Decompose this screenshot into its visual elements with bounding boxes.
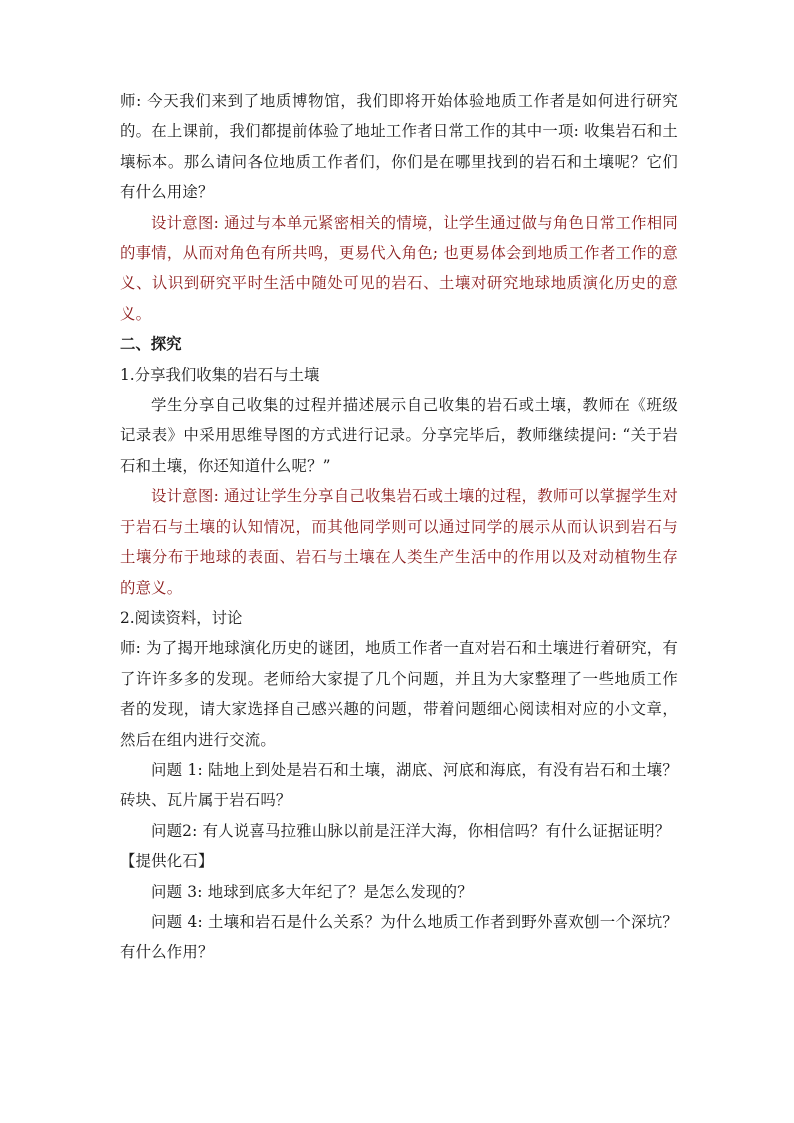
teacher-intro-paragraph: 师: 今天我们来到了地质博物馆，我们即将开始体验地质工作者是如何进行研究的。在上课前，我们都提前体验了地址工作者日常工作的其中一项: 收集岩石和土壤标本。那么请问各位地质工作者们，你们是在哪里找到的岩石和土壤呢？它们有什么用途？ [120,92,678,202]
section-heading-explore: 二、探究 [120,335,182,354]
subheading-share: 1.分享我们收集的岩石与土壤 [120,365,320,384]
question-1: 问题 1: 陆地上到处是岩石和土壤，湖底、河底和海底，有没有岩石和土壤？砖块、瓦片属于岩石吗？ [120,760,678,810]
design-intent-paragraph-2: 设计意图: 通过让学生分享自己收集岩石或土壤的过程，教师可以掌握学生对于岩石与土壤的认知情况，而其他同学则可以通过同学的展示从而认识到岩石与土壤分布于地球的表面、岩石与土壤在人类生产生活中的作用以及对动植物生存的意义。 [120,487,678,597]
share-paragraph: 学生分享自己收集的过程并描述展示自己收集的岩石或土壤，教师在《班级记录表》中采用思维导图的方式进行记录。分享完毕后，教师继续提问: “关于岩石和土壤，你还知道什么呢？” [120,396,678,475]
design-intent-paragraph-1: 设计意图: 通过与本单元紧密相关的情境，让学生通过做与角色日常工作相同的事情，从而对角色有所共鸣，更易代入角色; 也更易体会到地质工作者工作的意义、认识到研究平时生活中随处可见的岩石、土壤对研究地球地质演化历史的意义。 [120,213,678,323]
question-4: 问题 4: 土壤和岩石是什么关系？为什么地质工作者到野外喜欢刨一个深坑？有什么作用？ [120,912,678,962]
subheading-read-discuss: 2.阅读资料，讨论 [120,608,243,627]
document-page [120,86,678,968]
teacher-reading-paragraph: 师: 为了揭开地球演化历史的谜团，地质工作者一直对岩石和土壤进行着研究，有了许许多多的发现。老师给大家提了几个问题，并且为大家整理了一些地质工作者的发现，请大家选择自己感兴趣的问题，带着问题细心阅读相对应的小文章，然后在组内进行交流。 [120,639,678,749]
question-3: 问题 3: 地球到底多大年纪了？是怎么发现的？ [151,882,473,901]
question-2: 问题2: 有人说喜马拉雅山脉以前是汪洋大海，你相信吗？有什么证据证明？ [151,821,671,840]
question-2-note: 【提供化石】 [120,852,214,871]
